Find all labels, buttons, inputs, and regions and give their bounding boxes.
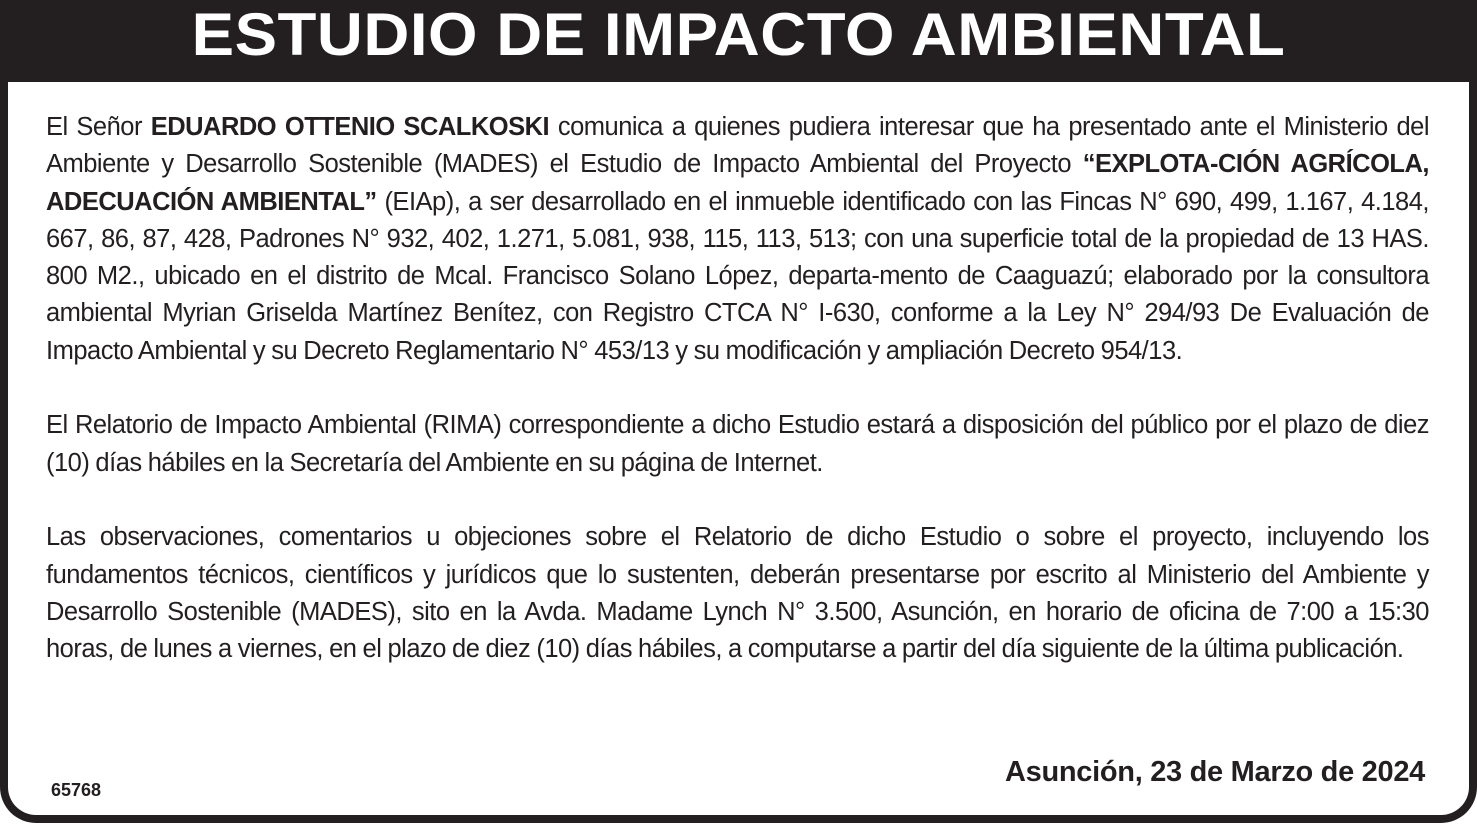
notice-header — [0, 0, 1477, 82]
paragraph-rima-availability: El Relatorio de Impacto Ambiental (RIMA) correspondiente a dicho Estudio estará a disposición del público por el plazo de diez (10) días hábiles en la Secretaría del Ambiente en su página de Internet. — [46, 411, 1429, 477]
announcement-text: comunica a quienes pudiera interesar que ha presentado ante el Ministerio del Ambiente y Desarrollo Sostenible (MADES) el Estudio de Impacto Ambiental del Proyecto — [46, 113, 1430, 179]
reference-code: 65768 — [51, 780, 102, 800]
notice-title: ESTUDIO DE IMPACTO AMBIENTAL — [191, 1, 1286, 68]
announcement-details: (EIAp), a ser desarrollado en el inmueble identificado con las Fincas N° 690, 499, 1.167, 4.184, 667, 86, 87, 428, Padrones N° 932, 402, 1.271, 5.081, 938, 115, 113, 513; con una superficie total de la propiedad de 13 HAS. 800 M2., ubicado en el distrito de Mcal. Francisco Solano López, departa-mento de Caaguazú; elaborado por la consultora ambiental Myrian Griselda Martínez Benítez, con Registro CTCA N° I-630, conforme a la Ley N° 294/93 De Evaluación de Impacto Ambiental y su Decreto Reglamentario N° 453/13 y su modificación y ampliación Decreto 954/13. — [46, 187, 1429, 365]
project-name: “EXPLOTA-CIÓN AGRÍCOLA, ADECUACIÓN AMBIENTAL” — [46, 150, 1429, 216]
applicant-name: EDUARDO OTTENIO SCALKOSKI — [150, 113, 550, 141]
notice-body — [46, 109, 1429, 668]
paragraph-announcement — [46, 109, 1429, 370]
date-signature: Asunción, 23 de Marzo de 2024 — [1005, 756, 1425, 788]
paragraph-observations: Las observaciones, comentarios u objeciones sobre el Relatorio de dicho Estudio o sobre el proyecto, incluyendo los fundamentos técnicos, científicos y jurídicos que lo sustenten, deberán presentarse por escrito al Ministerio del Ambiente y Desarrollo Sostenible (MADES), sito en la Avda. Madame Lynch N° 3.500, Asunción, en horario de oficina de 7:00 a 15:30 horas, de lunes a viernes, en el plazo de diez (10) días hábiles, a computarse a partir del día siguiente de la última publicación. — [46, 523, 1429, 664]
announcement-intro: El Señor — [46, 113, 151, 141]
